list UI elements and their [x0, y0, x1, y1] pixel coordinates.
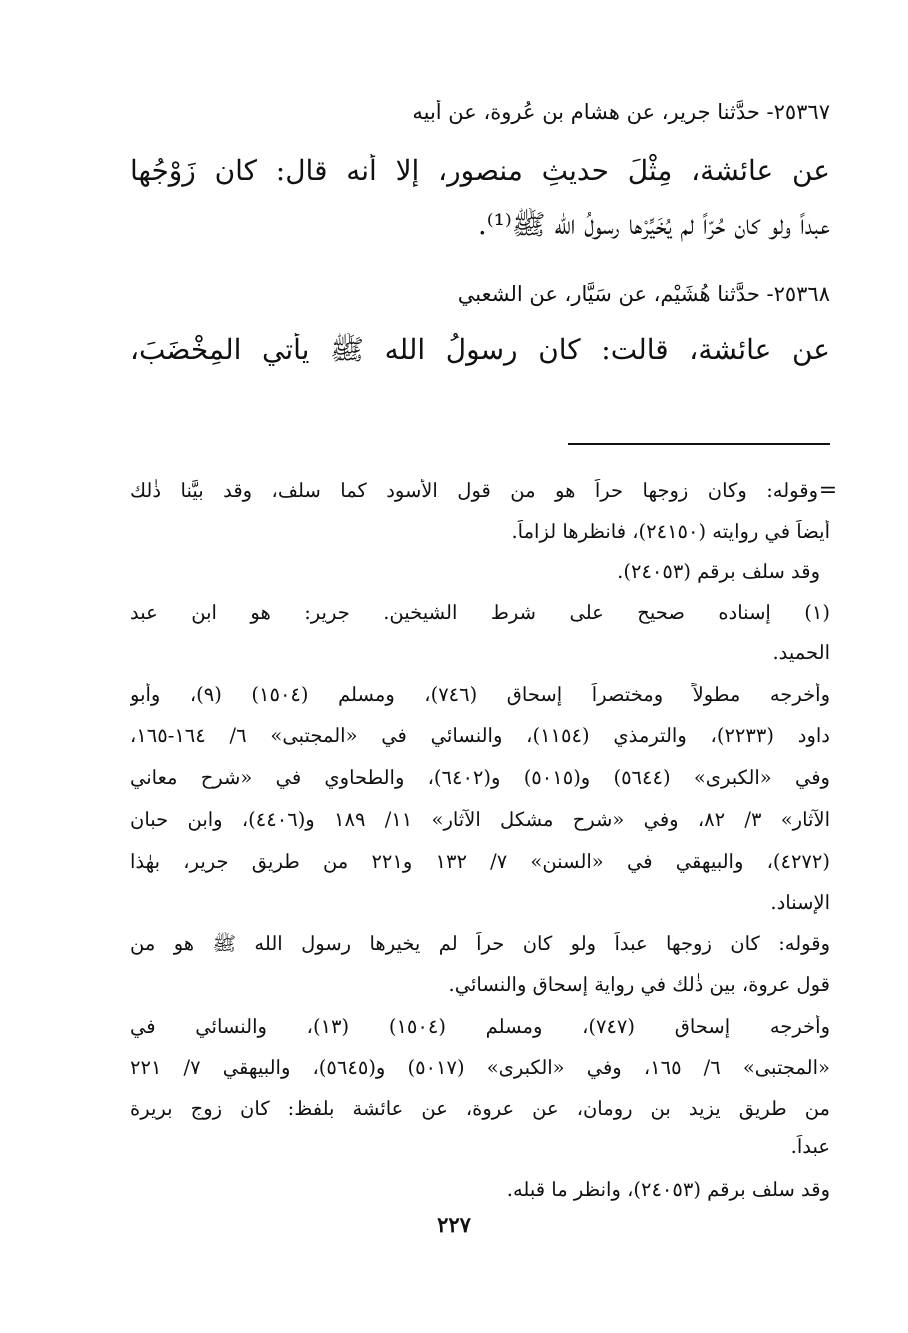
footnote-1-line: وقوله: كان زوجها عبداً ولو كان حراً لم يخيرها رسول الله ﷺ هو من — [130, 932, 830, 955]
footnote-line: أيضاً في روايته (٢٤١٥٠)، فانظرها لزاماً. — [511, 520, 830, 543]
footnote-line: وقد سلف برقم (٢٤٠٥٣). — [617, 560, 820, 583]
hadith-25367-text-line-2: عبداً ولو كان حُرّاً لم يُخَيِّرْها رسولُ الله ﷺ⁽¹⁾. — [477, 208, 830, 241]
footnote-1-line: الآثار» ٣/ ٨٢، وفي «شرح مشكل الآثار» ١١/ ١٨٩ و(٤٤٠٦)، وابن حبان — [130, 808, 830, 831]
footnote-1-line: وفي «الكبرى» (٥٦٤٤) و(٥٠١٥) و(٦٤٠٢)، والطحاوي في «شرح معاني — [130, 766, 830, 789]
footnote-1-line: (٤٢٧٢)، والبيهقي في «السنن» ٧/ ١٣٢ و٢٢١ من طريق جرير، بهٰذا — [130, 850, 830, 873]
hadith-25367-text-line-1: عن عائشة، مِثْلَ حديثِ منصور، إلا أنه قال: كان زَوْجُها — [130, 154, 830, 187]
footnote-1-line: وأخرجه مطولاً ومختصراً إسحاق (٧٤٦)، ومسلم (١٥٠٤) (٩)، وأبو — [130, 683, 830, 706]
footnote-1-line: وأخرجه إسحاق (٧٤٧)، ومسلم (١٥٠٤) (١٣)، والنسائي في — [130, 1015, 830, 1038]
footnote-separator — [568, 443, 830, 445]
footnote-1-line: الإسناد. — [770, 891, 830, 914]
page-number: ٢٢٧ — [437, 1212, 471, 1237]
footnote-1-line: وقد سلف برقم (٢٤٠٥٣)، وانظر ما قبله. — [506, 1178, 830, 1201]
footnote-1-line: «المجتبى» ٦/ ١٦٥، وفي «الكبرى» (٥٠١٧) و(٥٦٤٥)، والبيهقي ٧/ ٢٢١ — [130, 1056, 830, 1079]
footnote-1-line: عبداً. — [790, 1135, 830, 1158]
continuation-mark: = — [818, 478, 838, 503]
footnote-line: وقوله: وكان زوجها حراً هو من قول الأسود كما سلف، وقد بيَّنا ذٰلك — [130, 479, 818, 502]
footnote-1-line: قول عروة، بين ذٰلك في رواية إسحاق والنسائي. — [448, 973, 830, 996]
footnote-1-line: الحميد. — [772, 641, 830, 664]
footnote-1-line: (١) إسناده صحيح على شرط الشيخين. جرير: هو ابن عبد — [130, 601, 830, 624]
footnote-1-line: من طريق يزيد بن رومان، عن عروة، عن عائشة بلفظ: كان زوج بريرة — [130, 1097, 830, 1120]
hadith-25368-heading: ٢٥٣٦٨- حدَّثنا هُشَيْم، عن سَيَّار، عن الشعبي — [457, 282, 830, 306]
hadith-25367-heading: ٢٥٣٦٧- حدَّثنا جرير، عن هشام بن عُروة، عن أبيه — [412, 100, 830, 124]
hadith-25368-text-line-1: عن عائشة، قالت: كان رسولُ الله ﷺ يأتي المِخْضَبَ، — [130, 333, 830, 366]
footnote-1-line: داود (٢٢٣٣)، والترمذي (١١٥٤)، والنسائي في «المجتبى» ٦/ ١٦٤-١٦٥، — [130, 724, 830, 747]
